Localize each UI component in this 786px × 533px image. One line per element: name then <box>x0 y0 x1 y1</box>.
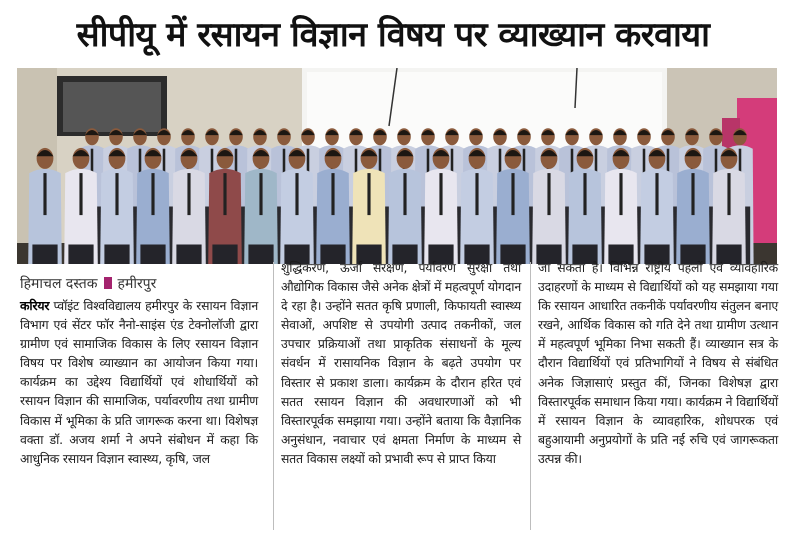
article-column-1 <box>20 296 258 468</box>
group-photo <box>17 68 777 264</box>
article-column-2: शुद्धिकरण, ऊर्जा संरक्षण, पर्यावरण सुरक्षा तथा औद्योगिक विकास जैसे अनेक क्षेत्रों में महत्वपूर्ण योगदान दे रहा है। उन्होंने सतत कृषि प्रणाली, किफायती स्वास्थ्य सेवाओं, अपशिष्ट से उपयोगी उत्पाद तकनीकों, जल उपचार प्रक्रियाओं तथा प्राकृतिक संसाधनों के मूल्य संवर्धन में रासायनिक विज्ञान के बढ़ते उपयोग पर विस्तार से प्रकाश डाला। कार्यक्रम के दौरान हरित एवं सतत रसायन विज्ञान की अवधारणाओं को भी विस्तारपूर्वक समझाया गया। उन्होंने बताया कि वैज्ञानिक अनुसंधान, नवाचार एवं क्षमता निर्माण के माध्यम से सतत विकास लक्ष्यों को प्रभावी रूप से प्राप्त किया <box>281 260 521 466</box>
byline-location: हमीरपुर <box>117 275 157 292</box>
article-column-1-text: प्वॉइंट विश्वविद्यालय हमीरपुर के रसायन विज्ञान विभाग एवं सेंटर फॉर नैनो-साइंस एंड टेक्नोलॉजी द्वारा ग्रामीण एवं सामाजिक विकास के लिए रसायन विज्ञान विषय पर विशेष व्याख्यान का आयोजन किया गया। कार्यक्रम का उद्देश्य विद्यार्थियों एवं शोधार्थियों को रसायन विज्ञान की सामाजिक, पर्यावरणीय तथा ग्रामीण विकास में भूमिका के प्रति जागरूक करना था। विशेषज्ञ वक्ता डॉ. अजय शर्मा ने अपने संबोधन में कहा कि आधुनिक रसायन विज्ञान स्वास्थ्य, कृषि, जल <box>20 298 258 466</box>
publication-name: हिमाचल दस्तक <box>20 275 98 292</box>
column-rule <box>273 262 274 530</box>
byline-separator <box>104 277 112 289</box>
headline: सीपीयू में रसायन विज्ञान विषय पर व्याख्यान करवाया <box>76 15 710 55</box>
article-column-3: जा सकता है। विभिन्न राष्ट्रीय पहलों एवं व्यावहारिक उदाहरणों के माध्यम से विद्यार्थियों को यह समझाया गया कि रसायन आधारित तकनीकें पर्यावरणीय संतुलन बनाए रखने, आर्थिक विकास को गति देने तथा ग्रामीण उत्थान में महत्वपूर्ण भूमिका निभा सकती हैं। व्याख्यान सत्र के दौरान विद्यार्थियों एवं प्रतिभागियों ने विषय से संबंधित अनेक जिज्ञासाएं प्रस्तुत कीं, जिनका विशेषज्ञ द्वारा विस्तारपूर्वक समाधान किया गया। कार्यक्रम ने विद्यार्थियों में रसायन विज्ञान के व्यावहारिक, शोधपरक एवं बहुआयामी अनुप्रयोगों के प्रति नई रुचि एवं जागरूकता उत्पन्न की। <box>538 260 778 466</box>
byline <box>20 272 156 294</box>
article-lead-word: करियर <box>20 298 50 313</box>
column-rule <box>530 262 531 530</box>
